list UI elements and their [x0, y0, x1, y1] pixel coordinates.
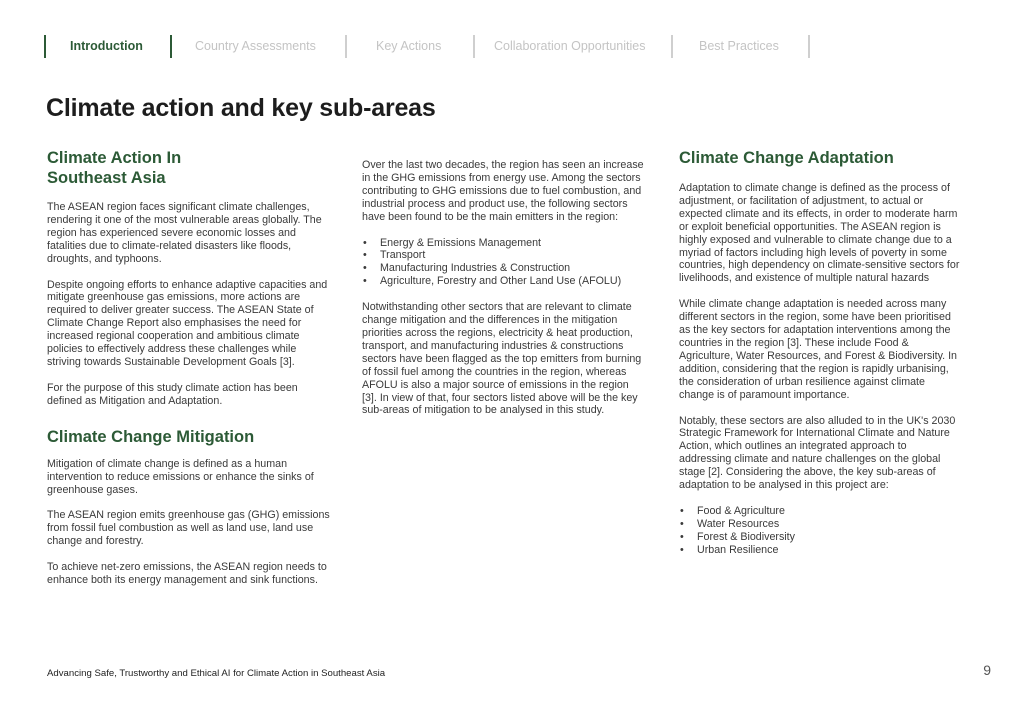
column-right [679, 148, 961, 557]
column-left [47, 148, 330, 587]
column-middle [362, 159, 645, 417]
footer-text: Advancing Safe, Trustworthy and Ethical AI for Climate Action in Southeast Asia [47, 668, 386, 679]
paragraph: Notwithstanding other sectors that are relevant to climate change mitigation and the differences in the mitigation priorities across the regions, electricity & heat production, transport, and manufacturing industries & constructions sectors have been flagged as the top emitters from burning of fossil fuel among the countries in the region, whereas AFOLU is also a major source of emissions in the region [3]. In view of that, four sectors listed above will be the key sub-areas of mitigation to be analysed in this study. [362, 301, 642, 417]
list-item: • Transport [363, 249, 426, 262]
heading-line: Southeast Asia [47, 169, 166, 187]
bullet-icon: • [680, 530, 684, 543]
paragraph: Despite ongoing efforts to enhance adaptive capacities and mitigate greenhouse gas emissions, more actions are required to deliver greater success. The ASEAN State of Climate Change Report also emphasises the need for increased regional cooperation and ambitious climate policies to effectively address these challenges while striving towards Sustainable Development Goals [3]. [47, 278, 328, 368]
bullet-icon: • [680, 517, 684, 530]
bullet-icon: • [363, 275, 367, 288]
section-heading-climate-action [47, 148, 330, 188]
emitters-list [362, 237, 645, 289]
paragraph: Adaptation to climate change is defined as the process of adjustment, or facilitation of adjustment, to actual or expected climate and its effects, in order to moderate harm or exploit beneficial opportunities. The ASEAN region is highly exposed and vulnerable to climate change due to a myriad of factors including high levels of poverty in some countries, high dependency on climate-sensitive sectors for livelihoods, and existence of multiple natural hazards [679, 182, 960, 285]
paragraph: While climate change adaptation is needed across many different sectors in the region, some have been prioritised as the key sectors for adaptation interventions among the countries in the region [3]. These include Food & Agriculture, Water Resources, and Forest & Biodiversity. In addition, considering that the region is rapidly urbanising, the consideration of urban resilience against climate change is of paramount importance. [679, 298, 957, 401]
section-heading-adaptation: Climate Change Adaptation [679, 149, 894, 167]
bullet-icon: • [363, 262, 367, 275]
nav-tab-key-actions[interactable]: Key Actions [376, 39, 442, 53]
adaptation-list [679, 505, 961, 557]
nav-tab-best-practices[interactable]: Best Practices [699, 39, 779, 53]
bullet-icon: • [680, 504, 684, 517]
list-item: • Food & Agriculture [680, 504, 785, 517]
paragraph: The ASEAN region emits greenhouse gas (GHG) emissions from fossil fuel combustion as well as land use, land use change and forestry. [47, 509, 330, 548]
paragraph: To achieve net-zero emissions, the ASEAN region needs to enhance both its energy management and sink functions. [47, 561, 327, 587]
list-item: • Manufacturing Industries & Construction [363, 262, 571, 275]
paragraph: For the purpose of this study climate action has been defined as Mitigation and Adaptation. [47, 381, 298, 407]
page-number: 9 [983, 662, 991, 678]
nav-tab-country-assessments[interactable]: Country Assessments [195, 39, 316, 53]
paragraph: Over the last two decades, the region has seen an increase in the GHG emissions from energy use. Among the sectors contributing to GHG emissions due to fuel combustion, and industrial process and product use, the following sectors have been found to be the main emitters in the region: [362, 159, 644, 223]
list-item: • Energy & Emissions Management [363, 236, 541, 249]
list-item: • Agriculture, Forestry and Other Land Use (AFOLU) [363, 275, 622, 288]
nav-tab-collaboration-opportunities[interactable]: Collaboration Opportunities [494, 39, 646, 53]
section-heading-mitigation: Climate Change Mitigation [47, 427, 255, 446]
paragraph: Mitigation of climate change is defined as a human intervention to reduce emissions or enhance the sinks of greenhouse gases. [47, 457, 314, 496]
bullet-icon: • [363, 236, 367, 249]
nav-divider [44, 35, 46, 58]
paragraph: The ASEAN region faces significant climate challenges, rendering it one of the most vulnerable areas globally. The region has experienced severe economic losses and fatalities due to climate-related disasters like floods, droughts, and typhoons. [47, 201, 322, 265]
nav-divider [170, 35, 172, 58]
list-item: • Forest & Biodiversity [680, 530, 795, 543]
bullet-icon: • [363, 249, 367, 262]
page-title: Climate action and key sub-areas [46, 94, 436, 122]
paragraph: Notably, these sectors are also alluded to in the UK's 2030 Strategic Framework for International Climate and Nature Action, which outlines an integrated approach to addressing climate and nature challenges on the global stage [2]. Considering the above, the key sub-areas of adaptation to be analysed in this project are: [679, 414, 956, 492]
nav-divider [808, 35, 810, 58]
list-item: • Urban Resilience [680, 543, 779, 556]
nav-divider [345, 35, 347, 58]
nav-divider [473, 35, 475, 58]
bullet-icon: • [680, 543, 684, 556]
list-item: • Water Resources [680, 517, 780, 530]
nav-tab-introduction[interactable]: Introduction [70, 39, 143, 53]
heading-line: Climate Action In [47, 149, 182, 167]
nav-divider [671, 35, 673, 58]
